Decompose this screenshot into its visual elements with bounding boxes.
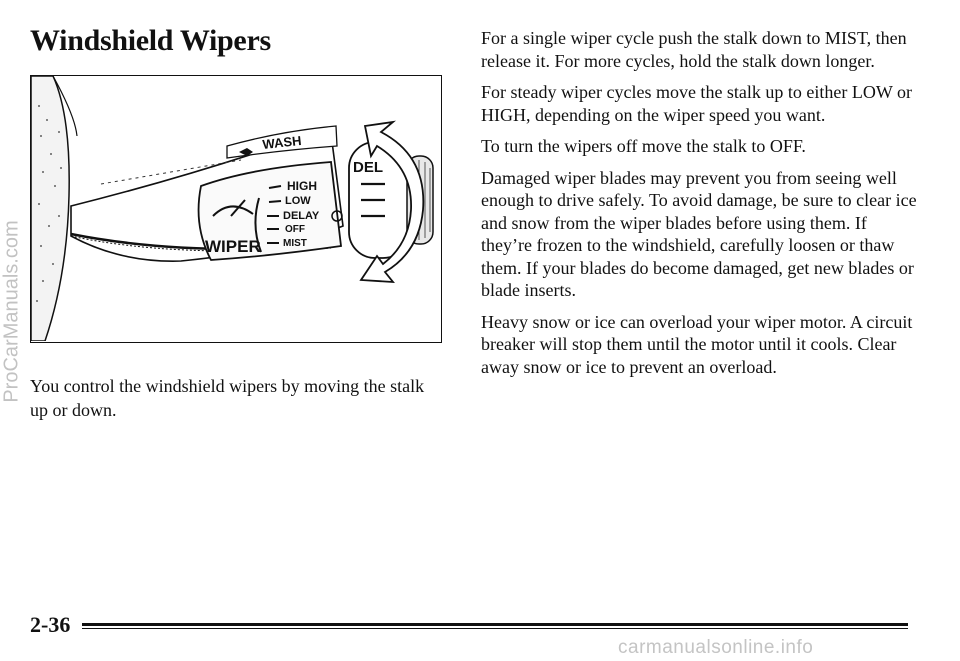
paragraph-overload: Heavy snow or ice can overload your wiper motor. A circuit breaker will stop them until the motor until it cools. Clear away snow or ice to prevent an overload.	[481, 311, 913, 377]
page-title: Windshield Wipers	[30, 24, 271, 57]
footer-rule-thin	[82, 628, 908, 629]
mist-label: MIST	[283, 238, 307, 249]
paragraph-turn-off: To turn the wipers off move the stalk to OFF.	[481, 136, 806, 156]
wiper-label: WIPER	[205, 237, 261, 256]
paragraph-damaged-blades: Damaged wiper blades may prevent you from seeing well enough to drive safely. To avoid damage, be sure to clear ice and snow from the wiper blades before using them. If they’re frozen to the windshield, carefully loosen or thaw them. If your blades do become damaged, get new blades or blade inserts.	[481, 167, 917, 300]
low-label: LOW	[285, 195, 311, 207]
body-text	[481, 27, 921, 387]
paragraph-single-cycle: For a single wiper cycle push the stalk down to MIST, then release it. For more cycles, hold the stalk down longer.	[481, 28, 907, 71]
delay-label: DELAY	[283, 210, 320, 222]
page-number: 2-36	[30, 612, 71, 637]
wiper-stalk-illustration	[30, 75, 442, 343]
off-label: OFF	[285, 224, 305, 235]
footer-watermark: carmanualsonline.info	[618, 637, 814, 658]
high-label: HIGH	[287, 179, 317, 193]
paragraph-steady-cycle: For steady wiper cycles move the stalk up to either LOW or HIGH, depending on the wiper speed you want.	[481, 82, 913, 125]
footer-rule-thick	[82, 623, 908, 626]
figure-caption: You control the windshield wipers by moving the stalk up or down.	[30, 376, 425, 420]
wash-label: WASH	[261, 132, 303, 152]
side-watermark: ProCarManuals.com	[0, 220, 23, 403]
delay-knob-label: DEL	[353, 159, 383, 176]
